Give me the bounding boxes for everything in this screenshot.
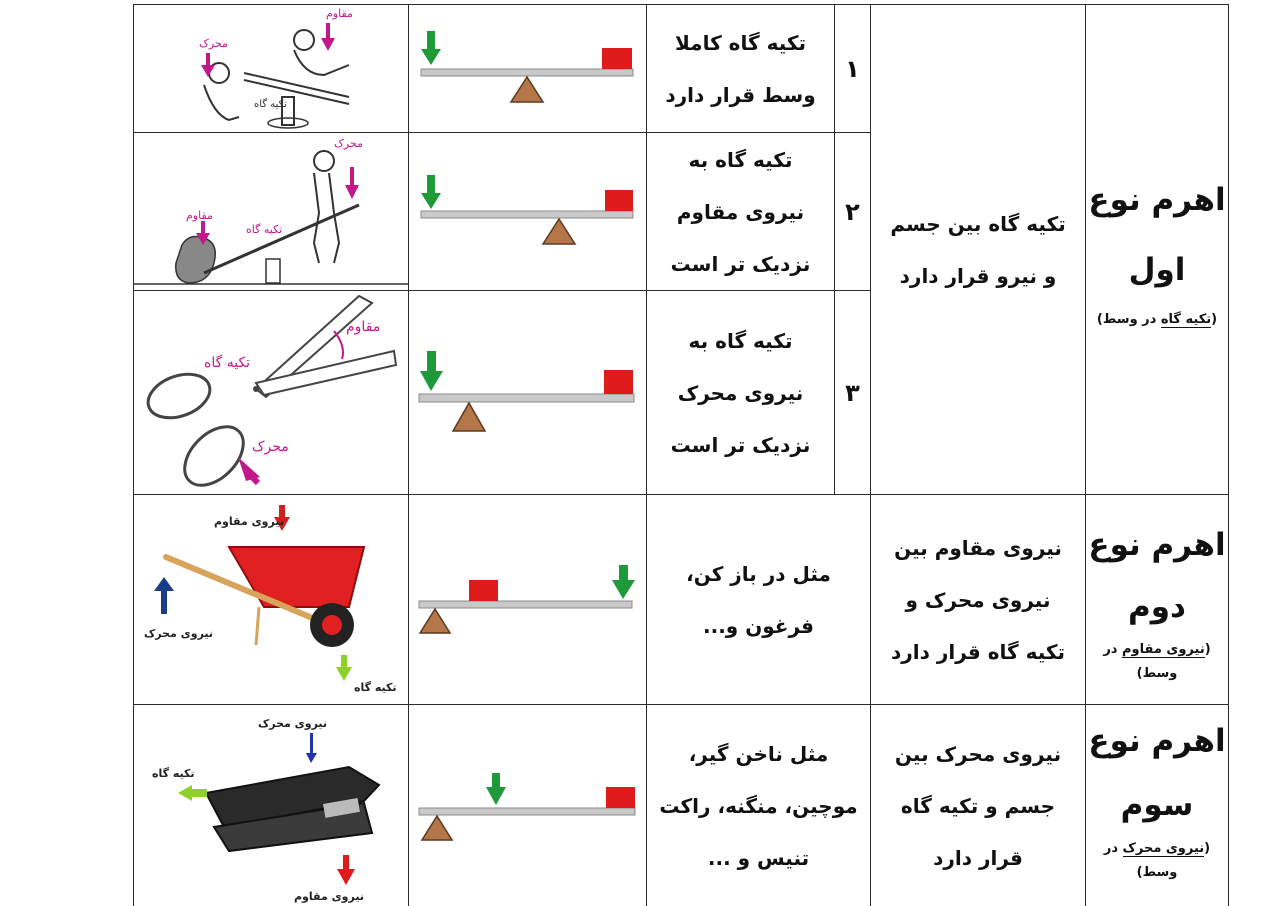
resistance-arrow-icon — [321, 23, 335, 51]
effort-label: محرک — [334, 137, 363, 150]
description-line: نیروی محرک بین — [894, 741, 1062, 766]
effort-arrow-icon — [612, 565, 635, 599]
child-figure — [294, 30, 314, 50]
seesaw-illustration — [134, 5, 408, 132]
resistance-label: مقاوم — [346, 319, 381, 335]
lever-type-note: (تکیه گاه در وسط) — [1096, 311, 1218, 327]
lever-diagram — [409, 291, 646, 494]
lever-type-title: اول — [1128, 251, 1186, 288]
effort-label: محرک — [252, 439, 289, 455]
resistance-label: نیروی مقاوم — [294, 890, 364, 903]
description-line: نیروی مقاوم بین — [894, 535, 1062, 560]
person-figure — [314, 151, 334, 171]
lever-type-title: اهرم نوع — [1088, 723, 1226, 759]
crowbar-illustration — [134, 133, 408, 290]
lever-beam — [419, 808, 635, 815]
lever-beam — [421, 211, 633, 218]
lever-diagram — [409, 705, 646, 906]
effort-arrow-icon — [345, 167, 359, 199]
fulcrum-label: تکیه گاه — [152, 767, 195, 780]
example-line: فرغون و... — [703, 613, 814, 638]
fulcrum-triangle — [422, 816, 452, 840]
fulcrum-triangle — [420, 609, 450, 633]
load-box — [602, 48, 632, 69]
scissors-pivot — [253, 386, 259, 392]
lever-beam — [419, 601, 632, 608]
example-line: مثل در باز کن، — [686, 561, 831, 586]
subrow-description — [647, 291, 834, 494]
description-line: نزدیک تر است — [670, 432, 811, 457]
table-border-right — [1228, 4, 1229, 906]
effort-arrow-icon — [421, 175, 441, 209]
lever-bar — [204, 205, 359, 273]
load-box — [604, 370, 633, 394]
stapler-illustration — [134, 705, 408, 906]
description-line: قرار دارد — [933, 845, 1023, 870]
effort-arrow-icon — [201, 53, 215, 77]
lever-description-cell — [871, 495, 1085, 704]
example-cell — [647, 705, 870, 906]
lever-type-cell — [1086, 5, 1228, 494]
lever-beam — [419, 394, 634, 402]
lever-diagram — [409, 133, 646, 290]
description-line: نیروی محرک — [677, 380, 804, 405]
lever-type-title: سوم — [1120, 787, 1194, 823]
effort-arrow-icon — [421, 31, 441, 65]
lever-beam — [421, 69, 633, 76]
description-line: تکیه گاه به — [688, 328, 793, 353]
seesaw-plank — [244, 73, 349, 97]
subrow-description — [647, 133, 834, 290]
example-line: مثل ناخن گیر، — [688, 741, 829, 766]
description-line: تکیه گاه بین جسم — [890, 211, 1066, 236]
description-line: نیروی محرک و — [905, 587, 1051, 612]
resistance-label: نیروی مقاوم — [214, 515, 284, 528]
lever-description-cell — [871, 5, 1085, 494]
scissors-handle — [174, 416, 255, 494]
load-box — [469, 580, 498, 601]
subrow-description — [647, 5, 834, 132]
example-line: موچین، منگنه، راکت — [659, 793, 858, 818]
fulcrum-label: تکیه گاه — [246, 223, 283, 236]
effort-arrow-icon — [154, 577, 174, 614]
lever-type-title: اهرم نوع — [1088, 181, 1226, 218]
description-line: وسط قرار دارد — [665, 82, 816, 107]
lever-type-title: اهرم نوع — [1088, 526, 1226, 563]
fulcrum-triangle — [543, 219, 575, 244]
fulcrum-block — [266, 259, 280, 283]
effort-label: نیروی محرک — [258, 717, 328, 730]
description-line: تکیه گاه قرار دارد — [890, 639, 1066, 664]
lever-description-cell — [871, 705, 1085, 906]
lever-type-note: (نیروی مقاوم در وسط) — [1103, 641, 1211, 681]
lever-type-title: دوم — [1128, 588, 1186, 625]
effort-arrow-icon — [238, 457, 260, 485]
description-line: جسم و تکیه گاه — [900, 793, 1056, 818]
lever-type-cell — [1086, 495, 1228, 704]
resistance-label: مقاوم — [326, 7, 353, 20]
fulcrum-arrow-icon — [336, 655, 352, 681]
subrow-number: ۲ — [845, 197, 860, 226]
load-box — [606, 787, 635, 808]
lever-diagram — [409, 5, 646, 132]
resistance-label: مقاوم — [186, 209, 213, 222]
effort-label: نیروی محرک — [144, 627, 214, 640]
lever-type-note: (نیروی محرک در وسط) — [1103, 841, 1211, 880]
fulcrum-label: تکیه گاه — [204, 355, 251, 371]
rock — [176, 237, 215, 283]
example-cell — [647, 495, 870, 704]
scissors-illustration — [134, 291, 408, 494]
effort-arrow-icon — [486, 773, 506, 805]
wheelbarrow-illustration — [134, 495, 408, 704]
example-line: تنیس و ... — [707, 845, 810, 870]
wheelbarrow-tray — [229, 547, 364, 607]
subrow-number: ۳ — [845, 378, 860, 407]
fulcrum-label: تکیه گاه — [254, 99, 287, 110]
fulcrum-triangle — [453, 403, 485, 431]
effort-arrow-icon — [420, 351, 443, 391]
description-line: تکیه گاه به — [688, 147, 793, 172]
description-line: و نیرو قرار دارد — [899, 263, 1057, 288]
effort-label: محرک — [199, 37, 228, 50]
fulcrum-triangle — [511, 77, 543, 102]
resistance-arrow-icon — [337, 855, 355, 885]
fulcrum-label: تکیه گاه — [354, 681, 397, 694]
scissors-handle — [142, 366, 216, 425]
fulcrum-arrow-icon — [178, 785, 207, 801]
effort-arrow-icon — [306, 733, 317, 763]
lever-diagram — [409, 495, 646, 704]
subrow-number: ۱ — [845, 54, 860, 83]
lever-type-cell — [1086, 705, 1228, 906]
load-box — [605, 190, 633, 211]
description-line: نزدیک تر است — [670, 251, 811, 276]
description-line: تکیه گاه کاملا — [675, 30, 807, 55]
description-line: نیروی مقاوم — [676, 199, 805, 224]
